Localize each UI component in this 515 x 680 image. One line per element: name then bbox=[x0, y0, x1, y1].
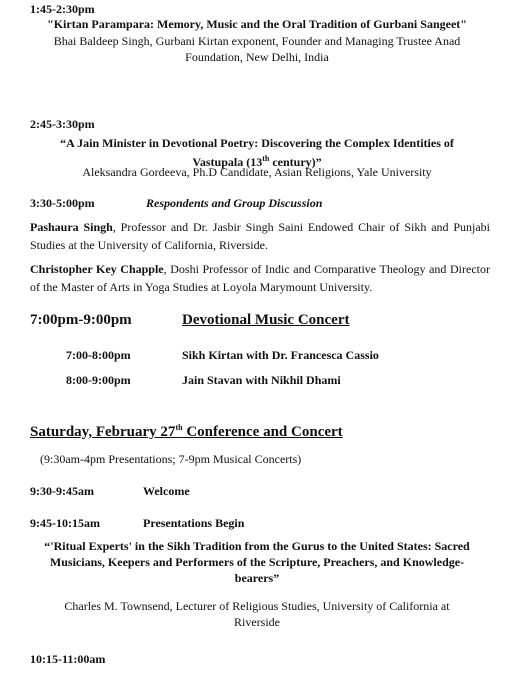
respondent-entry bbox=[30, 260, 490, 296]
schedule-label: Welcome bbox=[143, 484, 190, 498]
session-speaker: Aleksandra Gordeeva, Ph.D Candidate, Asian Religions, Yale University bbox=[82, 165, 432, 179]
title-line: “'Ritual Experts' in the Sikh Tradition from the Gurus to the United States: Sacred bbox=[44, 539, 470, 553]
respondent-name: Christopher Key Chapple bbox=[30, 262, 164, 276]
speaker-line: Charles M. Townsend, Lecturer of Religious Studies, University of California at bbox=[64, 599, 450, 613]
day-heading bbox=[30, 423, 343, 441]
respondent-entry bbox=[30, 218, 490, 254]
session-label: Respondents and Group Discussion bbox=[146, 196, 323, 210]
schedule-time: 9:30-9:45am bbox=[30, 484, 94, 498]
talk-speaker bbox=[22, 598, 492, 630]
respondent-name: Pashaura Singh bbox=[30, 220, 113, 234]
title-line: Musicians, Keepers and Performers of the Scripture, Preachers, and Knowledge- bbox=[49, 555, 465, 569]
superscript: th bbox=[262, 154, 270, 163]
schedule-time: 9:45-10:15am bbox=[30, 516, 100, 530]
schedule-label: Presentations Begin bbox=[143, 516, 245, 530]
speaker-line: Foundation, New Delhi, India bbox=[185, 50, 329, 64]
schedule-label: Jain Stavan with Nikhil Dhami bbox=[182, 373, 341, 387]
session-time: 1:45-2:30pm bbox=[30, 2, 95, 16]
respondent-desc: , Doshi Professor of Indic and Comparative Theology and Director of the Master of Arts in Yoga Studies at Loyola Marymount University. bbox=[30, 262, 490, 294]
schedule-label: Sikh Kirtan with Dr. Francesca Cassio bbox=[182, 348, 379, 362]
session-speaker bbox=[22, 33, 492, 65]
talk-title bbox=[22, 538, 492, 586]
schedule-time: 8:00-9:00pm bbox=[66, 373, 131, 387]
title-line: bearers” bbox=[234, 571, 280, 585]
respondent-desc: , Professor and Dr. Jasbir Singh Saini Endowed Chair of Sikh and Punjabi Studies at the University of California, Riverside. bbox=[30, 220, 491, 252]
day-heading-text: Saturday, February 27 bbox=[30, 424, 176, 440]
day-heading-text: Conference and Concert bbox=[182, 424, 343, 440]
session-time: 3:30-5:00pm bbox=[30, 196, 95, 210]
schedule-time: 10:15-11:00am bbox=[30, 652, 106, 666]
session-title: "Kirtan Parampara: Memory, Music and the Oral Tradition of Gurbani Sangeet" bbox=[47, 17, 467, 31]
day-note: (9:30am-4pm Presentations; 7-9pm Musical Concerts) bbox=[40, 452, 302, 466]
schedule-time: 7:00-8:00pm bbox=[66, 348, 131, 362]
title-line: Vastupala (13 bbox=[192, 155, 263, 169]
session-time: 2:45-3:30pm bbox=[30, 117, 95, 131]
concert-time: 7:00pm-9:00pm bbox=[30, 312, 132, 328]
speaker-line: Riverside bbox=[234, 615, 280, 629]
concert-title: Devotional Music Concert bbox=[182, 312, 350, 328]
title-line: “A Jain Minister in Devotional Poetry: Discovering the Complex Identities of bbox=[60, 136, 454, 150]
speaker-line: Bhai Baldeep Singh, Gurbani Kirtan exponent, Founder and Managing Trustee Anad bbox=[53, 34, 461, 48]
title-line: century)” bbox=[269, 155, 322, 169]
superscript: th bbox=[175, 423, 183, 432]
